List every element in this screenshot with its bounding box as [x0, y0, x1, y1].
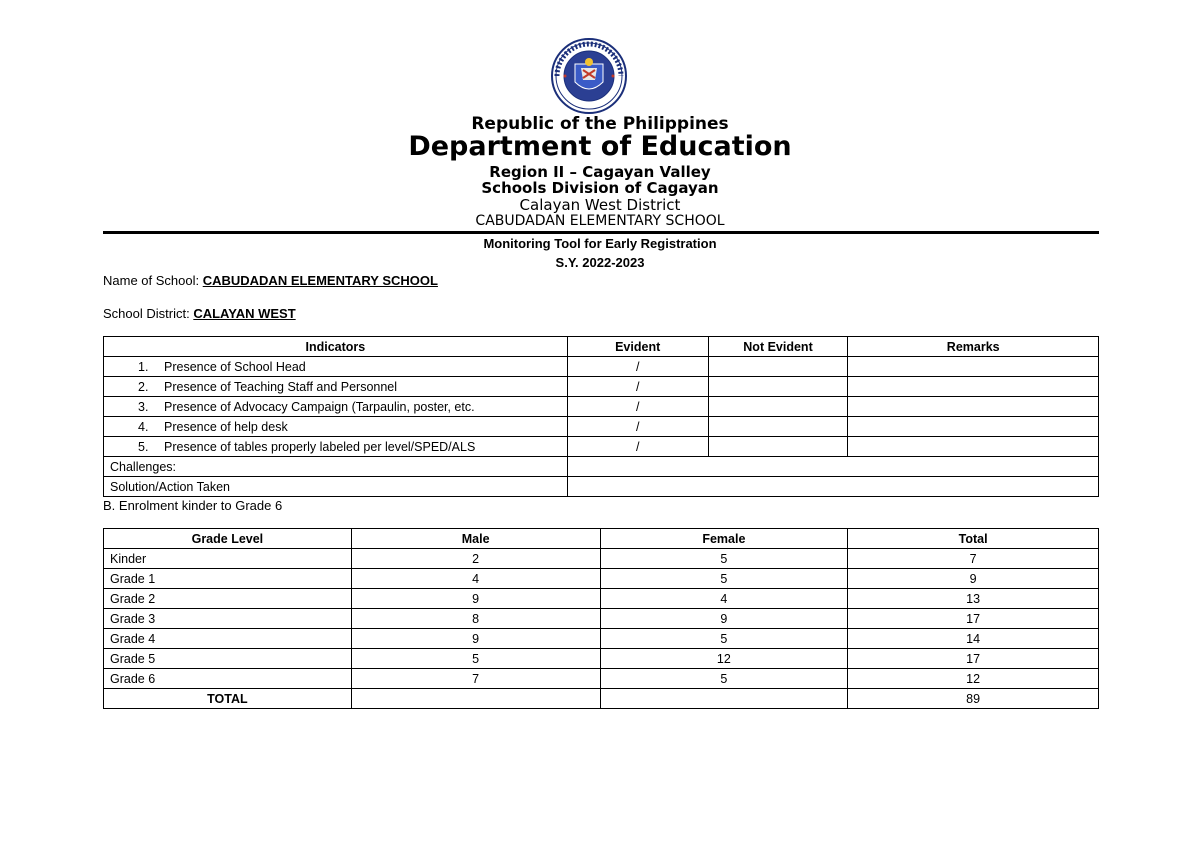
table-row [104, 437, 1099, 457]
indicator-cell [104, 357, 568, 377]
male-cell: 8 [351, 609, 600, 629]
evident-cell: / [567, 417, 708, 437]
district-heading: Calayan West District [519, 196, 681, 214]
female-cell: 5 [600, 549, 848, 569]
school-name-value: CABUDADAN ELEMENTARY SCHOOL [202, 273, 438, 288]
remarks-cell [848, 377, 1099, 397]
total-cell: 13 [848, 589, 1099, 609]
table-row [104, 669, 1099, 689]
table-row [104, 589, 1099, 609]
male-cell: 9 [351, 629, 600, 649]
evident-column-header: Evident [567, 337, 708, 357]
male-cell: 9 [351, 589, 600, 609]
remarks-cell [848, 417, 1099, 437]
grade-level-cell: Kinder [104, 549, 352, 569]
indicator-text: Presence of help desk [164, 419, 288, 434]
remarks-cell [848, 357, 1099, 377]
total-cell: 9 [848, 569, 1099, 589]
solution-value [567, 477, 1098, 497]
indicator-text: Presence of Advocacy Campaign (Tarpaulin, poster, etc. [164, 399, 475, 414]
school-name-label: Name of School: [103, 273, 203, 288]
indicator-cell [104, 397, 568, 417]
document-title: Monitoring Tool for Early Registration [483, 236, 717, 251]
not-evident-column-header: Not Evident [708, 337, 848, 357]
table-row [104, 357, 1099, 377]
male-cell: 5 [351, 649, 600, 669]
table-row [104, 549, 1099, 569]
grade-level-cell: Grade 3 [104, 609, 352, 629]
indicator-number: 1. [138, 359, 149, 374]
indicator-number: 4. [138, 419, 149, 434]
total-column-header: Total [848, 529, 1099, 549]
table-row [104, 609, 1099, 629]
remarks-column-header: Remarks [848, 337, 1099, 357]
solution-row [104, 477, 1099, 497]
grade-level-cell: Grade 1 [104, 569, 352, 589]
male-cell: 2 [351, 549, 600, 569]
indicators-header-row [104, 337, 1099, 357]
male-cell: 7 [351, 669, 600, 689]
total-female-cell [600, 689, 848, 709]
grade-level-column-header: Grade Level [104, 529, 352, 549]
evident-cell: / [567, 357, 708, 377]
female-cell: 4 [600, 589, 848, 609]
region-heading: Region II – Cagayan Valley [489, 163, 711, 181]
indicators-table [103, 336, 1099, 497]
not-evident-cell [708, 437, 848, 457]
male-column-header: Male [351, 529, 600, 549]
enrolment-total-row [104, 689, 1099, 709]
challenges-label: Challenges: [104, 457, 568, 477]
school-district-label: School District: [103, 306, 194, 321]
female-cell: 5 [600, 569, 848, 589]
school-year: S.Y. 2022-2023 [555, 255, 645, 270]
indicator-number: 2. [138, 379, 149, 394]
evident-cell: / [567, 377, 708, 397]
enrolment-table [103, 528, 1099, 709]
solution-label: Solution/Action Taken [104, 477, 568, 497]
remarks-cell [848, 437, 1099, 457]
indicator-cell [104, 417, 568, 437]
not-evident-cell [708, 357, 848, 377]
table-row [104, 397, 1099, 417]
indicator-text: Presence of tables properly labeled per level/SPED/ALS [164, 439, 476, 454]
total-cell: 14 [848, 629, 1099, 649]
indicator-text: Presence of Teaching Staff and Personnel [164, 379, 398, 394]
indicator-number: 3. [138, 399, 149, 414]
female-cell: 5 [600, 629, 848, 649]
evident-cell: / [567, 437, 708, 457]
total-cell: 17 [848, 649, 1099, 669]
indicators-column-header: Indicators [104, 337, 568, 357]
indicator-cell [104, 437, 568, 457]
grade-level-cell: Grade 5 [104, 649, 352, 669]
indicator-cell [104, 377, 568, 397]
not-evident-cell [708, 377, 848, 397]
indicator-number: 5. [138, 439, 149, 454]
enrolment-header-row [104, 529, 1099, 549]
total-cell: 17 [848, 609, 1099, 629]
challenges-value [567, 457, 1098, 477]
republic-heading: Republic of the Philippines [471, 114, 729, 134]
school-heading: CABUDADAN ELEMENTARY SCHOOL [475, 213, 725, 229]
table-row [104, 629, 1099, 649]
table-row [104, 417, 1099, 437]
female-column-header: Female [600, 529, 848, 549]
not-evident-cell [708, 417, 848, 437]
female-cell: 9 [600, 609, 848, 629]
school-name-field [103, 273, 438, 288]
school-district-value: CALAYAN WEST [193, 306, 296, 321]
total-label: TOTAL [104, 689, 352, 709]
total-cell: 12 [848, 669, 1099, 689]
department-heading: Department of Education [408, 131, 792, 162]
not-evident-cell [708, 397, 848, 417]
male-cell: 4 [351, 569, 600, 589]
grand-total-cell: 89 [848, 689, 1099, 709]
table-row [104, 569, 1099, 589]
enrolment-section-title: B. Enrolment kinder to Grade 6 [103, 498, 283, 513]
female-cell: 12 [600, 649, 848, 669]
school-district-field [103, 306, 296, 321]
grade-level-cell: Grade 4 [104, 629, 352, 649]
evident-cell: / [567, 397, 708, 417]
grade-level-cell: Grade 6 [104, 669, 352, 689]
grade-level-cell: Grade 2 [104, 589, 352, 609]
header-divider [103, 231, 1099, 234]
challenges-row [104, 457, 1099, 477]
table-row [104, 377, 1099, 397]
female-cell: 5 [600, 669, 848, 689]
indicator-text: Presence of School Head [164, 359, 306, 374]
total-male-cell [351, 689, 600, 709]
table-row [104, 649, 1099, 669]
remarks-cell [848, 397, 1099, 417]
deped-seal-icon [545, 38, 633, 114]
total-cell: 7 [848, 549, 1099, 569]
division-heading: Schools Division of Cagayan [481, 179, 719, 197]
